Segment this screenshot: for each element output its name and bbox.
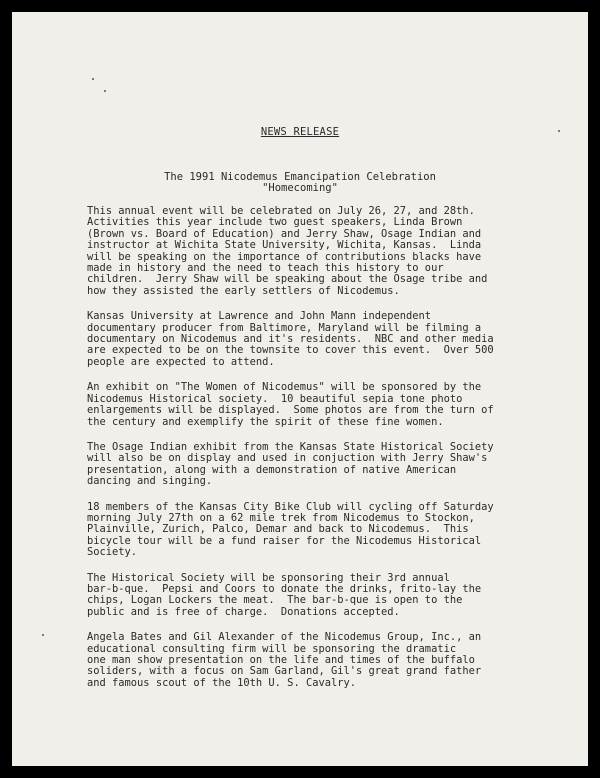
event-subtitle-line: "Homecoming"	[262, 182, 338, 194]
paragraph-line: 18 members of the Kansas City Bike Club will cycling off Saturday	[87, 500, 494, 513]
paragraph-line: how they assisted the early settlers of Nicodemus.	[87, 284, 400, 297]
paragraph-line: Activities this year include two guest speakers, Linda Brown	[87, 216, 463, 229]
paragraph-line: bicycle tour will be a fund raiser for the Nicodemus Historical	[87, 534, 482, 547]
paragraph-line: one man show presentation on the life and times of the buffalo	[87, 654, 475, 666]
news-release-heading: NEWS RELEASE	[260, 126, 340, 138]
paper-speck	[104, 90, 106, 92]
paragraph-line: morning July 27th on a 62 mile trek from Nicodemus to Stockon,	[87, 511, 475, 524]
document-page	[12, 12, 588, 766]
paragraph-line: documentary on Nicodemus and it's residents. NBC and other media	[87, 333, 494, 346]
paragraph-line: An exhibit on "The Women of Nicodemus" will be sponsored by the	[87, 381, 482, 394]
paragraph-line: presentation, along with a demonstration of native American	[87, 463, 457, 476]
paragraph-line: chips, Logan Lockers the meat. The bar-b-que is open to the	[87, 594, 463, 607]
paragraph-line: (Brown vs. Board of Education) and Jerry Shaw, Osage Indian and	[87, 227, 482, 240]
body-text	[87, 206, 537, 703]
paragraph-line: bar-b-que. Pepsi and Coors to donate the drinks, frito-lay the	[87, 582, 482, 595]
paragraph-line: Society.	[87, 546, 138, 559]
paragraph-line: children. Jerry Shaw will be speaking about the Osage tribe and	[87, 273, 488, 286]
paragraph-line: This annual event will be celebrated on July 26, 27, and 28th.	[87, 205, 475, 217]
paragraph-line: will be speaking on the importance of contributions blacks have	[87, 250, 482, 263]
paragraph-line: Nicodemus Historical society. 10 beautiful sepia tone photo	[87, 392, 463, 405]
paragraph-line: soliders, with a focus on Sam Garland, Gil's great grand father	[87, 665, 482, 678]
paragraph	[87, 382, 537, 428]
paragraph-line: Angela Bates and Gil Alexander of the Nicodemus Group, Inc., an	[87, 631, 482, 644]
paragraph-line: people are expected to attend.	[87, 355, 275, 368]
event-title	[12, 172, 588, 194]
paragraph-line: will also be on display and used in conjuction with Jerry Shaw's	[87, 452, 488, 465]
paragraph-line: made in history and the need to teach this history to our	[87, 262, 444, 275]
paragraph	[87, 442, 537, 488]
paragraph-line: and famous scout of the 10th U. S. Cavalry.	[87, 676, 356, 689]
paragraph-line: instructor at Wichita State University, Wichita, Kansas. Linda	[87, 239, 482, 252]
paragraph-line: The Historical Society will be sponsoring their 3rd annual	[87, 571, 450, 584]
paragraph-line: Plainville, Zurich, Palco, Demar and back to Nicodemus. This	[87, 523, 469, 536]
paragraph-line: the century and exemplify the spirit of these fine women.	[87, 415, 444, 428]
paragraph	[87, 311, 537, 368]
paragraph-line: enlargements will be displayed. Some photos are from the turn of	[87, 404, 494, 417]
paper-speck	[42, 634, 44, 636]
paragraph-line: The Osage Indian exhibit from the Kansas State Historical Society	[87, 440, 494, 453]
paragraph	[87, 632, 537, 689]
paper-speck	[92, 78, 94, 80]
paragraph	[87, 206, 537, 297]
paragraph	[87, 502, 537, 559]
paragraph-line: are expected to be on the townsite to cover this event. Over 500	[87, 344, 494, 357]
paragraph-line: dancing and singing.	[87, 475, 213, 488]
paragraph	[87, 573, 537, 619]
paragraph-line: Kansas University at Lawrence and John Mann independent	[87, 310, 432, 323]
paragraph-line: documentary producer from Baltimore, Maryland will be filming a	[87, 321, 482, 334]
event-title-line: The 1991 Nicodemus Emancipation Celebration	[164, 171, 436, 183]
paragraph-line: educational consulting firm will be sponsoring the dramatic	[87, 642, 457, 655]
paragraph-line: public and is free of charge. Donations accepted.	[87, 605, 400, 618]
